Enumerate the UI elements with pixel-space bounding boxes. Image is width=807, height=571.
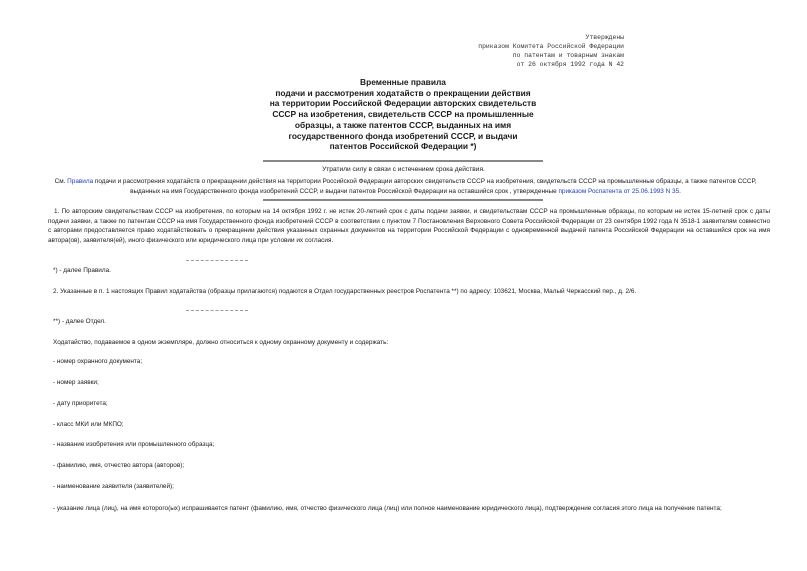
paragraph-3: Ходатайство, подаваемое в одном экземпляре, должно относиться к одному охранному документу и содержать: bbox=[53, 339, 389, 346]
list-item: - номер охранного документа; bbox=[53, 358, 143, 365]
see-reference bbox=[48, 177, 763, 196]
expiry-notice: Утратили силу в связи с истечением срока действия. bbox=[322, 166, 485, 173]
paragraph-1: 1. По авторским свидетельствам СССР на изобретения, по которым на 14 октября 1992 г. не истек 20-летний срок с даты подачи заявки, и свидетельствам СССР на промышленные образцы, по которым не истек 15-летний срок с даты подачи заявки, а также по патентам СССР на имя Государственного фонда изобретений СССР в соответствии с пунктом 7 Постановления Верховного Совета Российской Федерации от 23 сентября 1992 года N 3518-1 заявителям совместно с авторами предоставляется право ходатайствовать о прекращении действия указанных охранных документов на территории Российской Федерации с одновременной выдачей патента Российской Федерации на оставшийся срок на имя автора(ов), заявителя(ей), иного физического или юридического лица при условии их согласия. bbox=[48, 208, 770, 244]
document-title bbox=[203, 77, 603, 152]
see-middle: подачи и рассмотрения ходатайств о прекращении действия на территории Российской Федерации авторских свидетельств СССР на изобретения, свидетельств СССР на промышленные образцы, а также патентов СССР, выданных на имя Государственного фонда изобретений СССР, и выдачи патентов Российской Федерации на оставшийся срок , утвержденные bbox=[93, 178, 757, 195]
title-line: государственного фонда изобретений СССР, и выдачи bbox=[288, 130, 518, 141]
title-line: Временные правила bbox=[360, 77, 446, 87]
list-item-last: - указание лица (лиц), на имя которого(ых) испрашивается патент (фамилию, имя, отчество физического лица (лиц) или полное наименование юридического лица), подтверждение согласия этого лица на получение патента; bbox=[53, 505, 722, 512]
title-line: подачи и рассмотрения ходатайств о прекращении действия bbox=[275, 87, 531, 98]
title-line: СССР на изобретения, свидетельств СССР на промышленные bbox=[272, 109, 534, 120]
footnote-1: *) - далее Правила. bbox=[53, 267, 111, 274]
list-item: - класс МКИ или МКПО; bbox=[53, 421, 124, 428]
list-item: - наименование заявителя (заявителей); bbox=[53, 483, 174, 490]
list-item: - название изобретения или промышленного образца; bbox=[53, 441, 215, 448]
title-line: образцы, а также патентов СССР, выданных на имя bbox=[294, 119, 512, 130]
footnote-separator bbox=[186, 260, 248, 261]
order-link[interactable]: приказом Роспатента от 25.06.1993 N 35 bbox=[558, 187, 680, 195]
approval-line: по патентам и товарным знакам bbox=[512, 52, 624, 59]
separator-line bbox=[263, 160, 543, 162]
see-prefix: См. bbox=[54, 178, 68, 185]
title-line: на территории Российской Федерации авторских свидетельств bbox=[269, 98, 537, 109]
separator-line bbox=[263, 199, 543, 201]
approval-header bbox=[478, 33, 624, 69]
list-item: - номер заявки; bbox=[53, 379, 99, 386]
list-item: - фамилию, имя, отчество автора (авторов); bbox=[53, 462, 185, 469]
list-item: - дату приоритета; bbox=[53, 400, 108, 407]
approval-line: от 26 октября 1992 года N 42 bbox=[516, 61, 624, 68]
approval-line: Утверждены bbox=[585, 34, 624, 41]
approval-line: приказом Комитета Российской Федерации bbox=[478, 43, 624, 50]
footnote-2: **) - далее Отдел. bbox=[53, 318, 106, 325]
paragraph-2: 2. Указанные в п. 1 настоящих Правил ходатайства (образцы прилагаются) подаются в Отдел государственных реестров Роспатента **) по адресу: 103621, Москва, Малый Черкасский пер., д. 2/6. bbox=[53, 288, 637, 295]
see-suffix: . bbox=[679, 187, 681, 195]
title-line: патентов Российской Федерации *) bbox=[329, 141, 477, 152]
footnote-separator bbox=[186, 310, 248, 311]
rules-link[interactable]: Правила bbox=[67, 178, 94, 185]
